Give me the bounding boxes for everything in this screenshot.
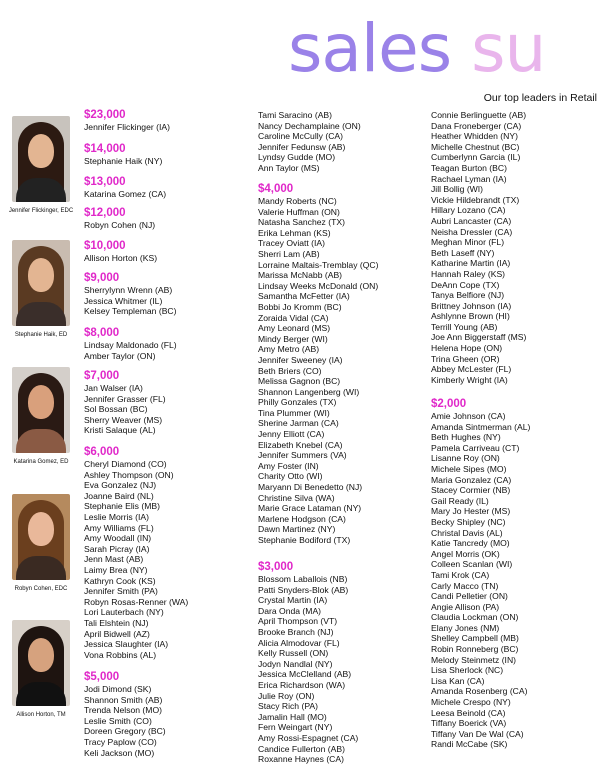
list-item: Robin Ronneberg (BC): [431, 644, 519, 655]
list-item: Meghan Minor (FL): [431, 237, 505, 248]
list-item: Elizabeth Knebel (CA): [258, 439, 343, 450]
tier-amount: $2,000: [431, 398, 467, 410]
list-item: Shannon Langenberg (WI): [258, 386, 360, 397]
list-item: Rachael Lyman (IA): [431, 173, 507, 184]
list-item: Shannon Smith (AB): [84, 694, 163, 705]
list-item: Beth Briers (CO): [258, 365, 322, 376]
list-item: Connie Berlinguette (AB): [431, 110, 527, 120]
tier-6000: [84, 446, 188, 660]
list-item: Sherry Weaver (MS): [84, 414, 163, 425]
list-item: Jessica Whitmer (IL): [84, 295, 163, 306]
list-item: Hannah Raley (KS): [431, 268, 506, 279]
list-item: Tracey Oviatt (IA): [258, 238, 326, 249]
list-item: Jan Walser (IA): [84, 383, 143, 393]
list-item: Lindsay Weeks McDonald (ON): [258, 280, 379, 291]
list-item: Katie Tancredy (MO): [431, 538, 510, 549]
tier-2000: [431, 398, 530, 750]
list-item: Aubri Lancaster (CA): [431, 215, 512, 226]
list-item: Michelle Chestnut (BC): [431, 141, 520, 152]
list-item: Zoraida Vidal (CA): [258, 312, 329, 323]
list-item: Jenny Elliott (CA): [258, 429, 325, 440]
list-item: Fern Weingart (NY): [258, 722, 333, 733]
list-item: April Bidwell (AZ): [84, 628, 150, 639]
list-item: Christine Silva (WA): [258, 492, 335, 503]
tier-continued-4000-plus: [258, 110, 361, 174]
list-item: Jessica McClelland (AB): [258, 669, 352, 680]
tier-7000: [84, 370, 166, 436]
list-item: Brittney Johnson (IA): [431, 300, 512, 311]
list-item: Heather Whidden (NY): [431, 131, 518, 142]
list-item: Stephanie Haik (NY): [84, 156, 163, 166]
list-item: Bobbi Jo Kromm (BC): [258, 301, 342, 312]
list-item: Sherrylynn Wrenn (AB): [84, 285, 173, 295]
list-item: Jennifer Summers (VA): [258, 450, 347, 461]
list-item: Sarah Picray (IA): [84, 543, 150, 554]
list-item: Stacy Rich (PA): [258, 701, 319, 712]
list-item: Leesa Beinold (CA): [431, 707, 506, 718]
list-item: Mandy Roberts (NC): [258, 196, 337, 206]
list-item: Dana Froneberger (CA): [431, 120, 522, 131]
list-item: Teagan Burton (BC): [431, 162, 507, 173]
list-item: Trina Gheen (OR): [431, 353, 500, 364]
tier-amount: $9,000: [84, 272, 120, 284]
list-item: Sherri Lam (AB): [258, 248, 320, 259]
list-item: Amy Foster (IN): [258, 460, 319, 471]
list-item: Vickie Hildebrandt (TX): [431, 194, 520, 205]
list-item: Marissa McNabb (AB): [258, 270, 343, 281]
list-item: Brooke Branch (NJ): [258, 626, 334, 637]
list-item: Sherine Jarman (CA): [258, 418, 339, 429]
list-item: Carly Macco (TN): [431, 580, 499, 591]
title-word-fragment: su: [471, 10, 546, 87]
tier-amount: $4,000: [258, 183, 294, 195]
list-item: Angie Allison (PA): [431, 601, 500, 612]
portrait-image: [12, 240, 70, 326]
tier-amount: $7,000: [84, 370, 120, 382]
list-item: Erica Richardson (WA): [258, 679, 346, 690]
list-item: Candice Fullerton (AB): [258, 743, 345, 754]
tier-8000: [84, 327, 177, 361]
list-item: Nancy Dechamplaine (ON): [258, 120, 361, 131]
list-item: Stacey Cormier (NB): [431, 485, 511, 496]
list-item: Amie Johnson (CA): [431, 411, 506, 421]
list-item: Amanda Rosenberg (CA): [431, 686, 528, 697]
list-item: Allison Horton (KS): [84, 253, 158, 263]
list-item: Jennifer Grasser (FL): [84, 393, 166, 404]
tier-13000: [84, 176, 166, 200]
list-item: Tracy Paplow (CO): [84, 736, 157, 747]
list-item: Jenn Mast (AB): [84, 554, 144, 565]
list-item: Dara Onda (MA): [258, 605, 322, 616]
list-item: Mary Jo Hester (MS): [431, 506, 511, 517]
photo-caption: Robyn Cohen, EDC: [14, 586, 68, 592]
list-item: Doreen Gregory (BC): [84, 726, 166, 737]
list-item: Shelley Campbell (MB): [431, 633, 519, 644]
list-item: Trenda Nelson (MO): [84, 705, 163, 716]
list-item: Joe Ann Biggerstaff (MS): [431, 332, 527, 343]
list-item: Amy Metro (AB): [258, 344, 320, 355]
list-item: Philly Gonzales (TX): [258, 397, 337, 408]
leader-photo-1: [2, 116, 80, 214]
photo-caption: Jennifer Flickinger, EDC: [8, 208, 74, 214]
list-item: Laimy Brea (NY): [84, 564, 148, 575]
list-item: Jennifer Flickinger (IA): [84, 122, 170, 132]
tier-amount: $13,000: [84, 176, 126, 188]
list-item: Maria Gonzalez (CA): [431, 474, 512, 485]
tier-amount: $8,000: [84, 327, 120, 339]
list-item: Terrill Young (AB): [431, 321, 498, 332]
tier-amount: $10,000: [84, 240, 126, 252]
list-item: Alicia Almodovar (FL): [258, 637, 340, 648]
tier-continued-3000: [431, 110, 526, 385]
list-item: Gail Ready (IL): [431, 495, 489, 506]
list-item: Jennifer Sweeney (IA): [258, 354, 343, 365]
tier-amount: $3,000: [258, 561, 294, 573]
list-item: Roxanne Haynes (CA): [258, 754, 344, 765]
list-item: Randi McCabe (SK): [431, 739, 508, 750]
photo-caption: Katarina Gomez, ED: [13, 459, 69, 465]
list-item: DeAnn Cope (TX): [431, 279, 500, 290]
list-item: Tina Plummer (WI): [258, 407, 330, 418]
list-item: Becky Shipley (NC): [431, 516, 506, 527]
tier-12000: [84, 207, 155, 231]
list-item: Stephanie Elis (MB): [84, 501, 160, 512]
tier-4000: [258, 183, 379, 546]
portrait-image: [12, 620, 70, 706]
list-item: Robyn Cohen (NJ): [84, 220, 156, 230]
list-item: Jill Bollig (WI): [431, 184, 484, 195]
photo-caption: Stephanie Haik, ED: [14, 332, 68, 338]
list-item: Natasha Sanchez (TX): [258, 217, 345, 228]
list-item: Katarina Gomez (CA): [84, 189, 167, 199]
list-item: Lisanne Roy (ON): [431, 453, 500, 464]
list-item: Beth Laseff (NY): [431, 247, 495, 258]
list-item: Tami Krok (CA): [431, 569, 490, 580]
list-item: Katharine Martin (IA): [431, 258, 511, 269]
list-item: Leslie Morris (IA): [84, 511, 149, 522]
list-item: Amy Rossi-Espagnet (CA): [258, 732, 359, 743]
leader-photo-3: [2, 367, 80, 465]
list-item: Amy Leonard (MS): [258, 323, 331, 334]
list-item: Tiffany Van De Wal (CA): [431, 728, 524, 739]
list-item: Kristi Salaque (AL): [84, 425, 156, 436]
tier-9000: [84, 272, 177, 317]
list-item: Lyndsy Gudde (MO): [258, 152, 336, 163]
portrait-image: [12, 494, 70, 580]
list-item: Dawn Martinez (NY): [258, 524, 336, 535]
list-item: Melissa Gagnon (BC): [258, 376, 341, 387]
list-item: Charity Otto (WI): [258, 471, 323, 482]
list-item: Joanne Baird (NL): [84, 490, 154, 501]
list-item: Eva Gonzalez (NJ): [84, 480, 157, 491]
list-item: Cumberlynn Garcia (IL): [431, 152, 521, 163]
tier-10000: [84, 240, 157, 264]
list-item: Ashley Thompson (ON): [84, 469, 174, 480]
tier-23000: [84, 109, 170, 133]
page-subtitle: Our top leaders in Retail: [483, 92, 597, 104]
list-item: Jodyn Nandlal (NY): [258, 658, 333, 669]
leader-photo-2: [2, 240, 80, 338]
list-item: Melody Steinmetz (IN): [431, 654, 517, 665]
list-item: Cheryl Diamond (CO): [84, 459, 167, 469]
list-item: Michele Crespo (NY): [431, 697, 511, 708]
tier-amount: $6,000: [84, 446, 120, 458]
list-item: Tiffany Boerick (VA): [431, 718, 507, 729]
tier-amount: $14,000: [84, 143, 126, 155]
list-item: Jodi Dimond (SK): [84, 684, 152, 694]
list-item: Abbey McLester (FL): [431, 364, 512, 375]
list-item: Beth Hughes (NY): [431, 432, 501, 443]
list-item: Caroline McCully (CA): [258, 131, 343, 142]
list-item: Claudia Lockman (ON): [431, 612, 519, 623]
tier-amount: $12,000: [84, 207, 126, 219]
list-item: Jennifer Smith (PA): [84, 586, 158, 597]
list-item: Kathryn Cook (KS): [84, 575, 156, 586]
list-item: Colleen Scanlan (WI): [431, 559, 513, 570]
list-item: Candi Pelletier (ON): [431, 591, 508, 602]
list-item: Crystal Martin (IA): [258, 595, 328, 606]
tier-5000: [84, 671, 166, 758]
list-item: Jessica Slaughter (IA): [84, 639, 169, 650]
portrait-image: [12, 116, 70, 202]
list-item: Christal Davis (AL): [431, 527, 503, 538]
list-item: Jamalin Hall (MO): [258, 711, 327, 722]
list-item: Amanda Sintmerman (AL): [431, 421, 531, 432]
list-item: Kimberly Wright (IA): [431, 374, 508, 385]
list-item: Hillary Lozano (CA): [431, 205, 506, 216]
list-item: Tali Elshtein (NJ): [84, 617, 149, 628]
list-item: Lisa Kan (CA): [431, 675, 485, 686]
tier-amount: $23,000: [84, 109, 126, 121]
list-item: Amber Taylor (ON): [84, 350, 156, 361]
list-item: Vona Robbins (AL): [84, 649, 157, 660]
list-item: Amy Williams (FL): [84, 522, 154, 533]
list-item: Sol Bossan (BC): [84, 404, 148, 415]
list-item: Robyn Rosas-Renner (WA): [84, 596, 189, 607]
list-item: Samantha McFetter (IA): [258, 291, 350, 302]
tier-14000: [84, 143, 162, 167]
list-item: Lori Lauterbach (NY): [84, 607, 164, 618]
tier-amount: $5,000: [84, 671, 120, 683]
list-item: Kelly Russell (ON): [258, 648, 329, 659]
list-item: Tanya Belfiore (NJ): [431, 290, 505, 301]
list-item: Stephanie Bodiford (TX): [258, 535, 351, 545]
list-item: Ann Taylor (MS): [258, 162, 320, 173]
title-word-sales: sales: [288, 10, 452, 87]
list-item: Leslie Smith (CO): [84, 715, 152, 726]
list-item: Mindy Berger (WI): [258, 333, 328, 344]
page-title: [288, 10, 546, 87]
list-item: Valerie Huffman (ON): [258, 206, 340, 217]
list-item: Lisa Sherlock (NC): [431, 665, 504, 676]
list-item: Michele Sipes (MO): [431, 463, 507, 474]
portrait-image: [12, 367, 70, 453]
list-item: Keli Jackson (MO): [84, 747, 155, 758]
list-item: Jennifer Fedunsw (AB): [258, 141, 346, 152]
list-item: Patti Snyders-Blok (AB): [258, 584, 349, 595]
list-item: Marie Grace Lataman (NY): [258, 503, 362, 514]
list-item: Neisha Dressler (CA): [431, 226, 513, 237]
photo-caption: Allison Horton, TM: [16, 712, 66, 718]
list-item: Kelsey Templeman (BC): [84, 306, 177, 317]
list-item: Lorraine Maltais-Tremblay (QC): [258, 259, 379, 270]
list-item: Pamela Carriveau (CT): [431, 442, 520, 453]
tier-3000: [258, 561, 358, 765]
list-item: Lindsay Maldonado (FL): [84, 340, 177, 350]
list-item: Erika Lehman (KS): [258, 227, 331, 238]
list-item: Amy Woodall (IN): [84, 533, 152, 544]
list-item: Angel Morris (OK): [431, 548, 500, 559]
list-item: Blossom Laballois (NB): [258, 574, 348, 584]
list-item: Helena Hope (ON): [431, 343, 503, 354]
list-item: Tami Saracino (AB): [258, 110, 333, 120]
list-item: Elany Jones (NM): [431, 622, 500, 633]
leader-photo-4: [2, 494, 80, 592]
list-item: Maryann Di Benedetto (NJ): [258, 482, 363, 493]
leader-photo-5: [2, 620, 80, 718]
list-item: Marlene Hodgson (CA): [258, 513, 346, 524]
list-item: Julie Roy (ON): [258, 690, 315, 701]
list-item: Ashlynne Brown (HI): [431, 311, 510, 322]
list-item: April Thompson (VT): [258, 616, 338, 627]
